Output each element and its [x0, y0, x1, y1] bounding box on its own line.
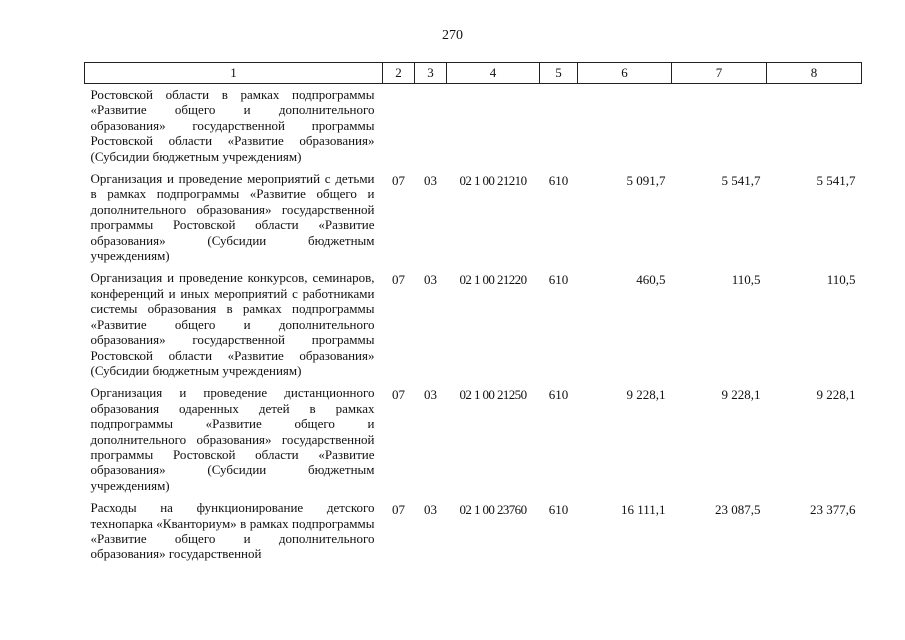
- row-expense-type: 610: [548, 173, 569, 189]
- table-row: [85, 382, 862, 497]
- row-target-article: 02 1 00 21250: [459, 387, 527, 403]
- row-amount-col6: 9 228,1: [626, 387, 666, 403]
- row-amount-col6: 460,5: [636, 272, 666, 288]
- row-amount-col7: 9 228,1: [721, 387, 761, 403]
- row-target-article: 02 1 00 21210: [459, 173, 527, 189]
- row-amount-col6: [578, 84, 672, 169]
- row-amount-col7: 5 541,7: [721, 173, 761, 189]
- row-target-article: [447, 84, 540, 169]
- row-section: 07: [392, 272, 405, 288]
- row-amount-col7: [672, 84, 767, 169]
- table-row: [85, 168, 862, 267]
- row-subsection: 03: [424, 387, 437, 403]
- row-amount-col7: 23 087,5: [715, 502, 761, 518]
- header-col-8: 8: [767, 63, 862, 84]
- row-expense-type: 610: [548, 387, 569, 403]
- row-amount-col6: 16 111,1: [620, 502, 666, 518]
- row-subsection: 03: [424, 173, 437, 189]
- row-subsection: [415, 84, 447, 169]
- row-target-article: 02 1 00 21220: [459, 272, 527, 288]
- row-subsection: 03: [424, 272, 437, 288]
- table-row: [85, 84, 862, 169]
- row-amount-col8: 5 541,7: [816, 173, 856, 189]
- header-col-3: 3: [415, 63, 447, 84]
- budget-table: [84, 62, 862, 566]
- header-col-4: 4: [447, 63, 540, 84]
- row-target-article: 02 1 00 23760: [459, 502, 527, 518]
- header-col-5: 5: [540, 63, 578, 84]
- header-col-2: 2: [383, 63, 415, 84]
- row-section: 07: [392, 502, 405, 518]
- row-section: 07: [392, 387, 405, 403]
- page-number: 270: [442, 28, 463, 43]
- table-row: [85, 497, 862, 566]
- row-description: Организация и проведение мероприятий с детьми в рамках подпрограммы «Развитие общего и дополнительного образования» государственной программы Ростовской области «Развитие образования» (Субсидии бюджетным учреждениям): [90, 171, 375, 264]
- row-subsection: 03: [424, 502, 437, 518]
- header-col-7: 7: [672, 63, 767, 84]
- row-amount-col8: 110,5: [826, 272, 856, 288]
- row-amount-col7: 110,5: [731, 272, 761, 288]
- row-expense-type: [540, 84, 578, 169]
- header-row: [85, 63, 862, 84]
- row-section: [383, 84, 415, 169]
- row-description: Организация и проведение дистанционного образования одаренных детей в рамках подпрограммы «Развитие общего и дополнительного образования» государственной программы Ростовской области «Развитие образования» (Субсидии бюджетным учреждениям): [90, 385, 375, 493]
- header-col-1: 1: [85, 63, 383, 84]
- row-section: 07: [392, 173, 405, 189]
- row-description: Ростовской области в рамках подпрограммы «Развитие общего и дополнительного образования» государственной программы Ростовской области «Развитие образования» (Субсидии бюджетным учреждениям): [90, 87, 375, 164]
- row-expense-type: 610: [548, 272, 569, 288]
- row-amount-col8: [767, 84, 862, 169]
- header-col-6: 6: [578, 63, 672, 84]
- row-description: Организация и проведение конкурсов, семинаров, конференций и иных мероприятий с работниками системы образования в рамках подпрограммы «Развитие общего и дополнительного образования» государственной программы Ростовской области «Развитие образования» (Субсидии бюджетным учреждениям): [90, 270, 375, 378]
- row-amount-col8: 23 377,6: [810, 502, 856, 518]
- row-amount-col6: 5 091,7: [626, 173, 666, 189]
- row-expense-type: 610: [548, 502, 569, 518]
- table-row: [85, 267, 862, 382]
- row-amount-col8: 9 228,1: [816, 387, 856, 403]
- row-description: Расходы на функционирование детского технопарка «Кванториум» в рамках подпрограммы «Развитие общего и дополнительного образования» государственной: [90, 500, 375, 562]
